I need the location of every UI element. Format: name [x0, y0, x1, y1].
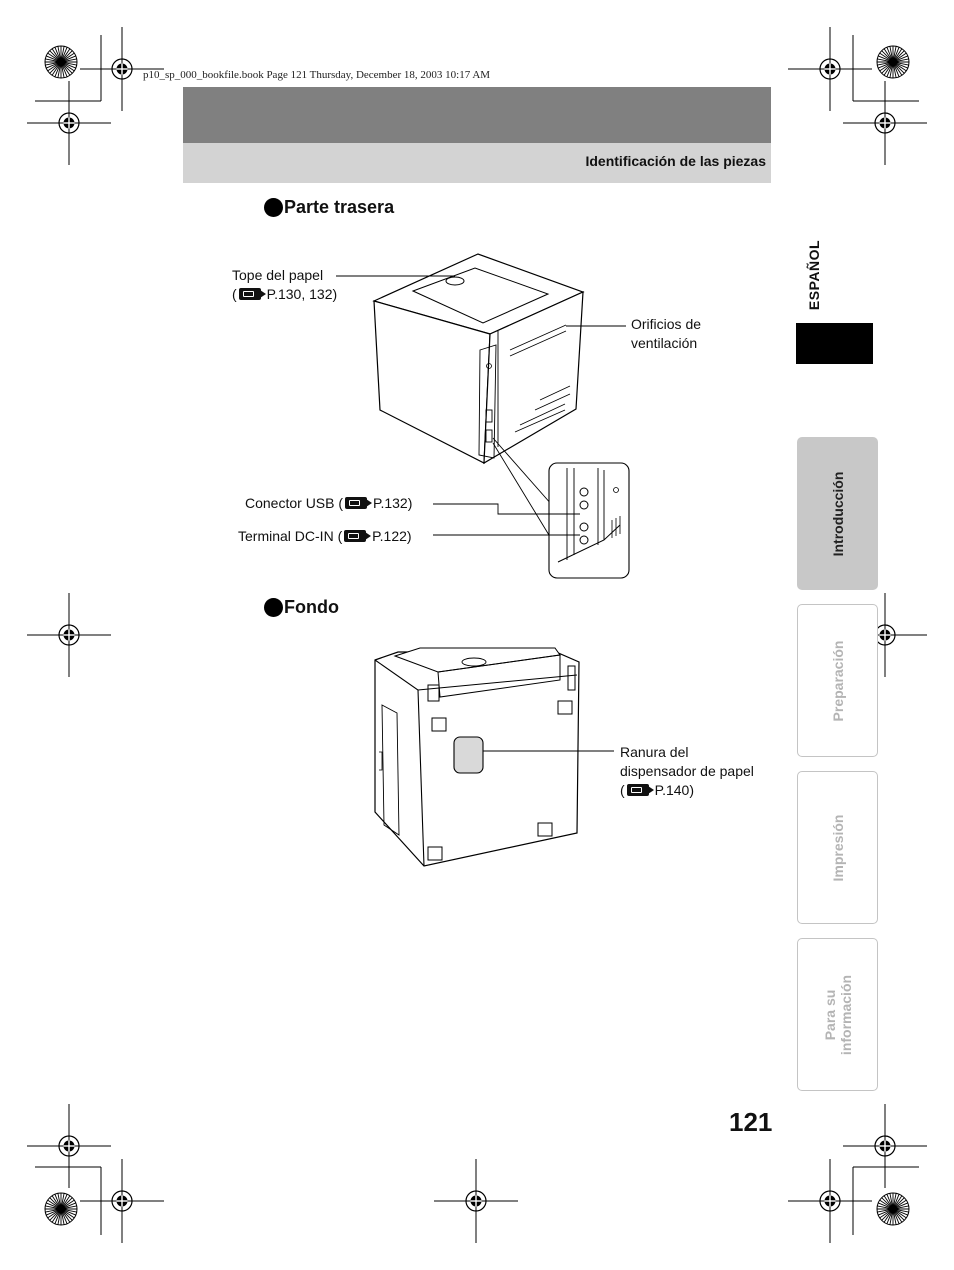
callout-paper-slot-ref: P.140) [654, 782, 695, 798]
callout-dcin-label: Terminal DC-IN ( [238, 528, 343, 544]
callout-usb-label: Conector USB ( [245, 495, 344, 511]
tab-preparacion-label: Preparación [829, 640, 846, 721]
language-block [796, 323, 873, 364]
tab-para-su-informacion-label [822, 974, 854, 1054]
page-ref-icon [627, 784, 649, 796]
tab-introduccion[interactable] [797, 437, 878, 590]
language-label-text: ESPAÑOL [806, 239, 822, 311]
callout-vents-line2: ventilación [631, 335, 698, 351]
tab-impresion[interactable] [797, 771, 878, 924]
callout-paper-slot: Ranura del dispensador de papel ( P.140) [620, 744, 754, 798]
callout-vents-line1: Orificios de [631, 316, 702, 332]
section-title-rear-text: Parte trasera [284, 197, 395, 217]
tab-info-line1: Para su [821, 989, 838, 1040]
callout-dcin-ref: P.122) [372, 528, 412, 544]
callout-paper-slot-line1: Ranura del [620, 744, 689, 760]
language-label [790, 225, 838, 325]
callout-paper-stop-ref: P.130, 132) [266, 286, 338, 302]
tab-impresion-label: Impresión [829, 814, 846, 881]
tab-introduccion-label: Introducción [829, 471, 846, 556]
tab-para-su-informacion[interactable] [797, 938, 878, 1091]
section-title-bottom-text: Fondo [284, 597, 339, 617]
tab-preparacion[interactable] [797, 604, 878, 757]
callout-paper-stop: Tope del papel ( P.130, 132) [232, 267, 338, 302]
callout-paper-stop-label: Tope del papel [232, 267, 324, 283]
tab-info-line2: información [837, 974, 854, 1055]
file-info-line: p10_sp_000_bookfile.book Page 121 Thursday, December 18, 2003 10:17 AM [143, 69, 491, 81]
callout-usb-ref: P.132) [372, 495, 413, 511]
callout-paper-slot-line2: dispensador de papel [620, 763, 754, 779]
header-title: Identificación de las piezas [585, 153, 766, 169]
page-number: 121 [729, 1107, 773, 1137]
